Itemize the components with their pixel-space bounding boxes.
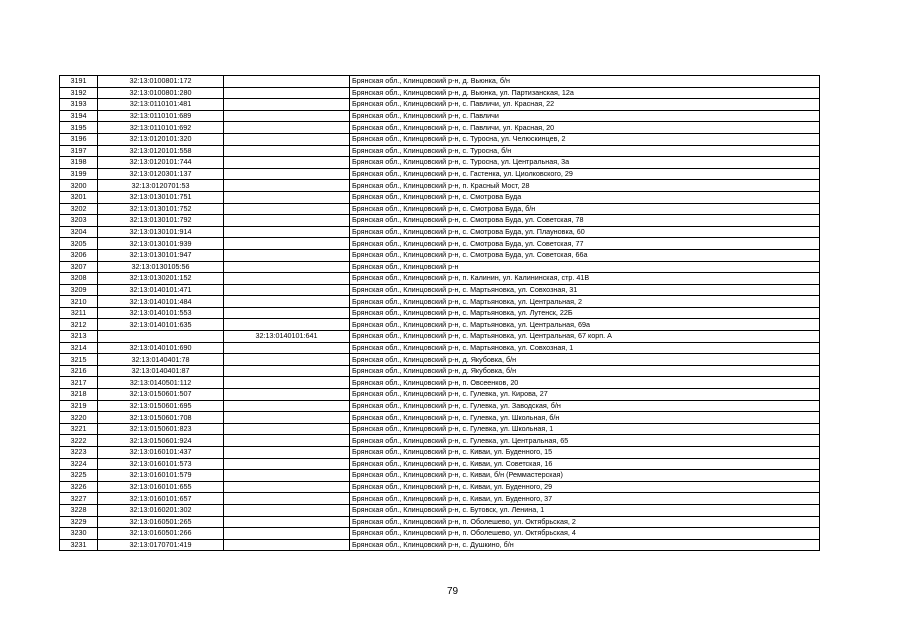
cadastral-number-cell: 32:13:0160501:265: [98, 516, 224, 528]
table-row: [60, 539, 820, 551]
parent-cadastral-number-cell: [224, 296, 350, 308]
row-number-cell: 3228: [60, 504, 98, 516]
parent-cadastral-number-cell: 32:13:0140101:641: [224, 331, 350, 343]
table-row: [60, 133, 820, 145]
row-number-cell: 3198: [60, 157, 98, 169]
cadastral-number-cell: 32:13:0140401:87: [98, 365, 224, 377]
cadastral-number-cell: 32:13:0120101:320: [98, 133, 224, 145]
address-cell: Брянская обл., Клинцовский р-н, д. Якубовка, б/н: [350, 354, 820, 366]
row-number-cell: 3201: [60, 191, 98, 203]
table-row: [60, 389, 820, 401]
address-cell: Брянская обл., Клинцовский р-н, д. Вьюнка, б/н: [350, 76, 820, 88]
address-cell: Брянская обл., Клинцовский р-н, с. Мартьяновка, ул. Совхозная, 1: [350, 342, 820, 354]
cadastral-number-cell: 32:13:0130101:939: [98, 238, 224, 250]
row-number-cell: 3230: [60, 528, 98, 540]
table-row: [60, 145, 820, 157]
parent-cadastral-number-cell: [224, 435, 350, 447]
address-cell: Брянская обл., Клинцовский р-н, с. Гулевка, ул. Заводская, б/н: [350, 400, 820, 412]
parent-cadastral-number-cell: [224, 76, 350, 88]
cadastral-number-cell: 32:13:0130101:792: [98, 215, 224, 227]
address-cell: Брянская обл., Клинцовский р-н, д. Вьюнка, ул. Партизанская, 12а: [350, 87, 820, 99]
row-number-cell: 3219: [60, 400, 98, 412]
address-cell: Брянская обл., Клинцовский р-н, с. Мартьяновка, ул. Центральная, 67 корп. А: [350, 331, 820, 343]
table-row: [60, 400, 820, 412]
parent-cadastral-number-cell: [224, 504, 350, 516]
parent-cadastral-number-cell: [224, 493, 350, 505]
row-number-cell: 3197: [60, 145, 98, 157]
address-cell: Брянская обл., Клинцовский р-н, с. Туросна, б/н: [350, 145, 820, 157]
address-cell: Брянская обл., Клинцовский р-н, с. Смотрова Буда, ул. Плауновка, 60: [350, 226, 820, 238]
cadastral-number-cell: 32:13:0170701:419: [98, 539, 224, 551]
cadastral-number-cell: 32:13:0100801:280: [98, 87, 224, 99]
cadastral-number-cell: 32:13:0100801:172: [98, 76, 224, 88]
parent-cadastral-number-cell: [224, 168, 350, 180]
address-cell: Брянская обл., Клинцовский р-н, с. Павличи, ул. Красная, 20: [350, 122, 820, 134]
table-row: [60, 273, 820, 285]
cadastral-number-cell: 32:13:0150601:823: [98, 423, 224, 435]
address-cell: Брянская обл., Клинцовский р-н, с. Мартьяновка, ул. Центральная, 2: [350, 296, 820, 308]
parent-cadastral-number-cell: [224, 389, 350, 401]
row-number-cell: 3194: [60, 110, 98, 122]
row-number-cell: 3225: [60, 470, 98, 482]
row-number-cell: 3191: [60, 76, 98, 88]
table-row: [60, 528, 820, 540]
row-number-cell: 3206: [60, 249, 98, 261]
table-row: [60, 504, 820, 516]
cadastral-number-cell: 32:13:0160101:655: [98, 481, 224, 493]
table-row: [60, 365, 820, 377]
table-row: [60, 319, 820, 331]
parent-cadastral-number-cell: [224, 133, 350, 145]
cadastral-number-cell: 32:13:0110101:689: [98, 110, 224, 122]
page-number: 79: [446, 586, 459, 597]
address-cell: Брянская обл., Клинцовский р-н, п. Оболешево, ул. Октябрьская, 4: [350, 528, 820, 540]
parent-cadastral-number-cell: [224, 249, 350, 261]
row-number-cell: 3203: [60, 215, 98, 227]
parent-cadastral-number-cell: [224, 539, 350, 551]
address-cell: Брянская обл., Клинцовский р-н, с. Киваи, ул. Советская, 16: [350, 458, 820, 470]
cadastral-number-cell: 32:13:0140501:112: [98, 377, 224, 389]
cadastral-number-cell: 32:13:0140101:635: [98, 319, 224, 331]
row-number-cell: 3207: [60, 261, 98, 273]
parent-cadastral-number-cell: [224, 273, 350, 285]
table-row: [60, 87, 820, 99]
table-row: [60, 296, 820, 308]
address-cell: Брянская обл., Клинцовский р-н, с. Киваи, ул. Буденного, 29: [350, 481, 820, 493]
address-cell: Брянская обл., Клинцовский р-н, с. Гулевка, ул. Кирова, 27: [350, 389, 820, 401]
address-cell: Брянская обл., Клинцовский р-н, п. Калинин, ул. Калининская, стр. 41В: [350, 273, 820, 285]
row-number-cell: 3202: [60, 203, 98, 215]
parent-cadastral-number-cell: [224, 261, 350, 273]
cadastral-number-cell: 32:13:0140101:690: [98, 342, 224, 354]
table-row: [60, 261, 820, 273]
parent-cadastral-number-cell: [224, 342, 350, 354]
parent-cadastral-number-cell: [224, 99, 350, 111]
address-cell: Брянская обл., Клинцовский р-н, с. Гастенка, ул. Циолковского, 29: [350, 168, 820, 180]
parent-cadastral-number-cell: [224, 470, 350, 482]
table-row: [60, 226, 820, 238]
table-row: [60, 191, 820, 203]
cadastral-number-cell: 32:13:0130201:152: [98, 273, 224, 285]
row-number-cell: 3209: [60, 284, 98, 296]
row-number-cell: 3214: [60, 342, 98, 354]
cadastral-number-cell: 32:13:0150601:924: [98, 435, 224, 447]
parent-cadastral-number-cell: [224, 110, 350, 122]
row-number-cell: 3192: [60, 87, 98, 99]
row-number-cell: 3199: [60, 168, 98, 180]
parent-cadastral-number-cell: [224, 307, 350, 319]
cadastral-number-cell: 32:13:0120701:53: [98, 180, 224, 192]
table-row: [60, 168, 820, 180]
table-row: [60, 331, 820, 343]
cadastral-number-cell: 32:13:0160101:573: [98, 458, 224, 470]
address-cell: Брянская обл., Клинцовский р-н, с. Киваи, ул. Буденного, 37: [350, 493, 820, 505]
row-number-cell: 3229: [60, 516, 98, 528]
parent-cadastral-number-cell: [224, 191, 350, 203]
address-cell: Брянская обл., Клинцовский р-н, с. Киваи, б/н (Реммастерская): [350, 470, 820, 482]
row-number-cell: 3196: [60, 133, 98, 145]
parent-cadastral-number-cell: [224, 447, 350, 459]
table-row: [60, 377, 820, 389]
address-cell: Брянская обл., Клинцовский р-н, с. Павличи, ул. Красная, 22: [350, 99, 820, 111]
table-row: [60, 249, 820, 261]
parent-cadastral-number-cell: [224, 319, 350, 331]
table-row: [60, 493, 820, 505]
row-number-cell: 3220: [60, 412, 98, 424]
parent-cadastral-number-cell: [224, 423, 350, 435]
row-number-cell: 3195: [60, 122, 98, 134]
address-cell: Брянская обл., Клинцовский р-н, п. Оболешево, ул. Октябрьская, 2: [350, 516, 820, 528]
address-cell: Брянская обл., Клинцовский р-н, д. Якубовка, б/н: [350, 365, 820, 377]
parent-cadastral-number-cell: [224, 365, 350, 377]
row-number-cell: 3208: [60, 273, 98, 285]
table-row: [60, 110, 820, 122]
row-number-cell: 3218: [60, 389, 98, 401]
table-row: [60, 307, 820, 319]
cadastral-number-cell: 32:13:0150601:708: [98, 412, 224, 424]
cadastral-number-cell: 32:13:0110101:692: [98, 122, 224, 134]
address-cell: Брянская обл., Клинцовский р-н, с. Смотрова Буда: [350, 191, 820, 203]
cadastral-number-cell: 32:13:0130105:56: [98, 261, 224, 273]
row-number-cell: 3204: [60, 226, 98, 238]
cadastral-number-cell: 32:13:0130101:752: [98, 203, 224, 215]
address-cell: Брянская обл., Клинцовский р-н, с. Гулевка, ул. Школьная, б/н: [350, 412, 820, 424]
row-number-cell: 3223: [60, 447, 98, 459]
address-cell: Брянская обл., Клинцовский р-н, с. Бутовск, ул. Ленина, 1: [350, 504, 820, 516]
cadastral-number-cell: 32:13:0140101:553: [98, 307, 224, 319]
cadastral-number-cell: 32:13:0120301:137: [98, 168, 224, 180]
row-number-cell: 3226: [60, 481, 98, 493]
row-number-cell: 3231: [60, 539, 98, 551]
parent-cadastral-number-cell: [224, 122, 350, 134]
address-cell: Брянская обл., Клинцовский р-н, п. Красный Мост, 28: [350, 180, 820, 192]
cadastral-number-cell: 32:13:0150601:695: [98, 400, 224, 412]
address-cell: Брянская обл., Клинцовский р-н, с. Туросна, ул. Центральная, 3а: [350, 157, 820, 169]
cadastral-number-cell: 32:13:0160101:437: [98, 447, 224, 459]
cadastral-number-cell: 32:13:0110101:481: [98, 99, 224, 111]
address-cell: Брянская обл., Клинцовский р-н, с. Гулевка, ул. Центральная, 65: [350, 435, 820, 447]
cadastral-number-cell: 32:13:0130101:947: [98, 249, 224, 261]
row-number-cell: 3224: [60, 458, 98, 470]
address-cell: Брянская обл., Клинцовский р-н, с. Мартьяновка, ул. Центральная, 69а: [350, 319, 820, 331]
parent-cadastral-number-cell: [224, 145, 350, 157]
parent-cadastral-number-cell: [224, 157, 350, 169]
parent-cadastral-number-cell: [224, 215, 350, 227]
address-cell: Брянская обл., Клинцовский р-н, с. Смотрова Буда, ул. Советская, 78: [350, 215, 820, 227]
table-row: [60, 284, 820, 296]
address-cell: Брянская обл., Клинцовский р-н, с. Мартьяновка, ул. Совхозная, 31: [350, 284, 820, 296]
table-row: [60, 122, 820, 134]
cadastral-number-cell: [98, 331, 224, 343]
cadastral-number-cell: 32:13:0160501:266: [98, 528, 224, 540]
parent-cadastral-number-cell: [224, 203, 350, 215]
row-number-cell: 3222: [60, 435, 98, 447]
parent-cadastral-number-cell: [224, 354, 350, 366]
cadastral-number-cell: 32:13:0130101:751: [98, 191, 224, 203]
table-row: [60, 435, 820, 447]
table-row: [60, 238, 820, 250]
table-row: [60, 215, 820, 227]
address-cell: Брянская обл., Клинцовский р-н, п. Овсеенков, 20: [350, 377, 820, 389]
table-row: [60, 99, 820, 111]
row-number-cell: 3217: [60, 377, 98, 389]
address-cell: Брянская обл., Клинцовский р-н, с. Павличи: [350, 110, 820, 122]
table-row: [60, 470, 820, 482]
table-row: [60, 203, 820, 215]
address-cell: Брянская обл., Клинцовский р-н, с. Гулевка, ул. Школьная, 1: [350, 423, 820, 435]
table-row: [60, 423, 820, 435]
cadastral-number-cell: 32:13:0140101:484: [98, 296, 224, 308]
address-cell: Брянская обл., Клинцовский р-н, с. Мартьяновка, ул. Лутенск, 22Б: [350, 307, 820, 319]
table-row: [60, 76, 820, 88]
cadastral-number-cell: 32:13:0120101:744: [98, 157, 224, 169]
cadastral-number-cell: 32:13:0140101:471: [98, 284, 224, 296]
cadastral-number-cell: 32:13:0160101:579: [98, 470, 224, 482]
address-cell: Брянская обл., Клинцовский р-н, с. Туросна, ул. Челюскинцев, 2: [350, 133, 820, 145]
parent-cadastral-number-cell: [224, 180, 350, 192]
table-row: [60, 447, 820, 459]
table-row: [60, 516, 820, 528]
row-number-cell: 3213: [60, 331, 98, 343]
row-number-cell: 3212: [60, 319, 98, 331]
parent-cadastral-number-cell: [224, 87, 350, 99]
table-row: [60, 157, 820, 169]
parent-cadastral-number-cell: [224, 528, 350, 540]
address-cell: Брянская обл., Клинцовский р-н, с. Киваи, ул. Буденного, 15: [350, 447, 820, 459]
parent-cadastral-number-cell: [224, 226, 350, 238]
table-row: [60, 180, 820, 192]
property-table-body: [60, 76, 820, 551]
table-row: [60, 458, 820, 470]
cadastral-number-cell: 32:13:0140401:78: [98, 354, 224, 366]
row-number-cell: 3205: [60, 238, 98, 250]
parent-cadastral-number-cell: [224, 412, 350, 424]
row-number-cell: 3193: [60, 99, 98, 111]
row-number-cell: 3216: [60, 365, 98, 377]
table-row: [60, 481, 820, 493]
row-number-cell: 3215: [60, 354, 98, 366]
parent-cadastral-number-cell: [224, 458, 350, 470]
row-number-cell: 3200: [60, 180, 98, 192]
row-number-cell: 3221: [60, 423, 98, 435]
property-table: [59, 75, 820, 551]
cadastral-number-cell: 32:13:0120101:558: [98, 145, 224, 157]
parent-cadastral-number-cell: [224, 516, 350, 528]
table-row: [60, 342, 820, 354]
address-cell: Брянская обл., Клинцовский р-н, с. Душкино, б/н: [350, 539, 820, 551]
cadastral-number-cell: 32:13:0160201:302: [98, 504, 224, 516]
address-cell: Брянская обл., Клинцовский р-н, с. Смотрова Буда, б/н: [350, 203, 820, 215]
address-cell: Брянская обл., Клинцовский р-н, с. Смотрова Буда, ул. Советская, 66а: [350, 249, 820, 261]
parent-cadastral-number-cell: [224, 284, 350, 296]
parent-cadastral-number-cell: [224, 377, 350, 389]
table-row: [60, 354, 820, 366]
row-number-cell: 3210: [60, 296, 98, 308]
table-row: [60, 412, 820, 424]
parent-cadastral-number-cell: [224, 400, 350, 412]
cadastral-number-cell: 32:13:0150601:507: [98, 389, 224, 401]
parent-cadastral-number-cell: [224, 238, 350, 250]
row-number-cell: 3211: [60, 307, 98, 319]
parent-cadastral-number-cell: [224, 481, 350, 493]
address-cell: Брянская обл., Клинцовский р-н, с. Смотрова Буда, ул. Советская, 77: [350, 238, 820, 250]
row-number-cell: 3227: [60, 493, 98, 505]
address-cell: Брянская обл., Клинцовский р-н: [350, 261, 820, 273]
cadastral-number-cell: 32:13:0160101:657: [98, 493, 224, 505]
cadastral-number-cell: 32:13:0130101:914: [98, 226, 224, 238]
